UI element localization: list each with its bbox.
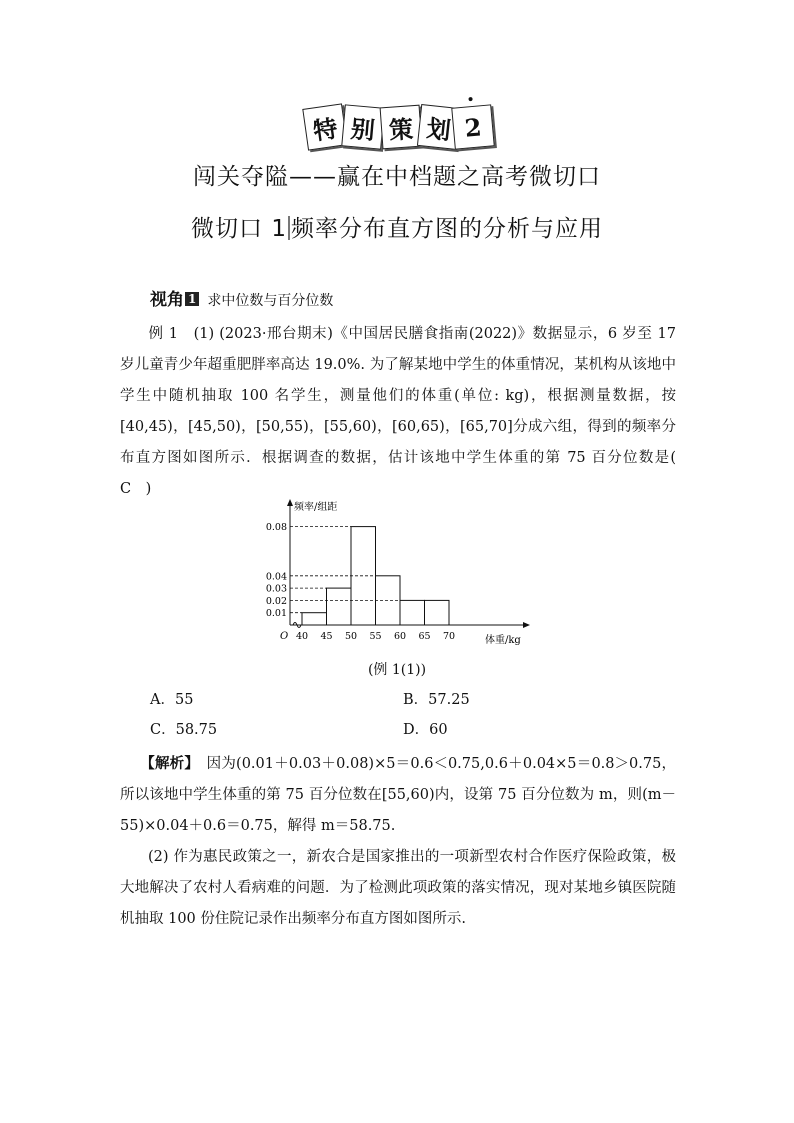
x-axis-arrow [523, 622, 530, 628]
view-heading: 视角 1 求中位数与百分位数 [150, 290, 334, 310]
option-a: A．55 [150, 692, 194, 708]
section-title: 微切口 1 频率分布直方图的分析与应用 [191, 216, 603, 242]
figure-caption: (例 1(1)) [367, 662, 427, 678]
x-axis-label: 体重/kg [485, 635, 521, 646]
y-tick-label: 0.02 [265, 595, 287, 607]
histogram-bar [425, 600, 450, 625]
y-tick-label: 0.03 [265, 583, 287, 595]
banner-card: 特 [302, 103, 347, 150]
option-c: C．58.75 [150, 722, 218, 738]
x-tick-label: 65 [418, 631, 431, 642]
banner-card: 2 [451, 104, 495, 149]
y-axis-label: 频率/组距 [294, 502, 338, 513]
option-d: D．60 [403, 722, 448, 738]
banner-card: 划 [417, 104, 461, 150]
banner-card: 策 [380, 105, 423, 150]
option-b: B．57.25 [403, 692, 470, 708]
x-tick-label: 70 [442, 631, 456, 642]
y-tick-label: 0.01 [265, 608, 287, 620]
histogram-bar [400, 600, 425, 625]
y-axis-arrow [287, 499, 293, 506]
solution-text: 【解析】 因为(0.01＋0.03＋0.08)×5＝0.6＜0.75,0.6＋0.04×5＝0.8＞0.75，所以该地中学生体重的第 75 百分位数在[55,60)内，设第 75 百分位数为 m，则(m－55)×0.04＋0.6＝0.75，解得 m＝58.75. [120, 755, 677, 834]
banner-card: 别 [341, 104, 385, 149]
y-tick-label: 0.04 [265, 571, 287, 583]
example-1-text: 例 1 (1) (2023·邢台期末)《中国居民膳食指南(2022)》数据显示，6 岁至 17 岁儿童青少年超重肥胖率高达 19.0%. 为了解某地中学生的体重情况，某机构从该地中学生中随机抽取 100 名学生，测量他们的体重(单位: kg)，根据测量数据，按[40,45)，[45,50)，[50,55)，[55,60)，[60,65)，[65,70]分成六组，得到的频率分布直方图如图所示．根据调查的数据，估计该地中学生体重的第 75 百分位数是( C ) [120, 326, 691, 497]
text-cursor [288, 216, 290, 240]
section-banner [305, 100, 490, 154]
x-tick-label: 40 [295, 631, 309, 642]
x-tick-label: 55 [369, 631, 382, 642]
histogram-bar [302, 613, 327, 625]
y-tick-label: 0.08 [265, 522, 287, 534]
origin-label: O [280, 631, 289, 642]
histogram-bar [327, 588, 352, 625]
page-title: 闯关夺隘——赢在中档题之高考微切口 [193, 164, 601, 190]
histogram-chart [260, 495, 540, 655]
x-tick-label: 45 [320, 631, 333, 642]
x-tick-label: 60 [393, 631, 407, 642]
x-tick-label: 50 [344, 631, 358, 642]
example-1-part-2-text: (2) 作为惠民政策之一，新农合是国家推出的一项新型农村合作医疗保险政策，极大地解决了农村人看病难的问题．为了检测此项政策的落实情况，现对某地乡镇医院随机抽取 100 份住院记录作出频率分布直方图如图所示. [120, 849, 676, 927]
